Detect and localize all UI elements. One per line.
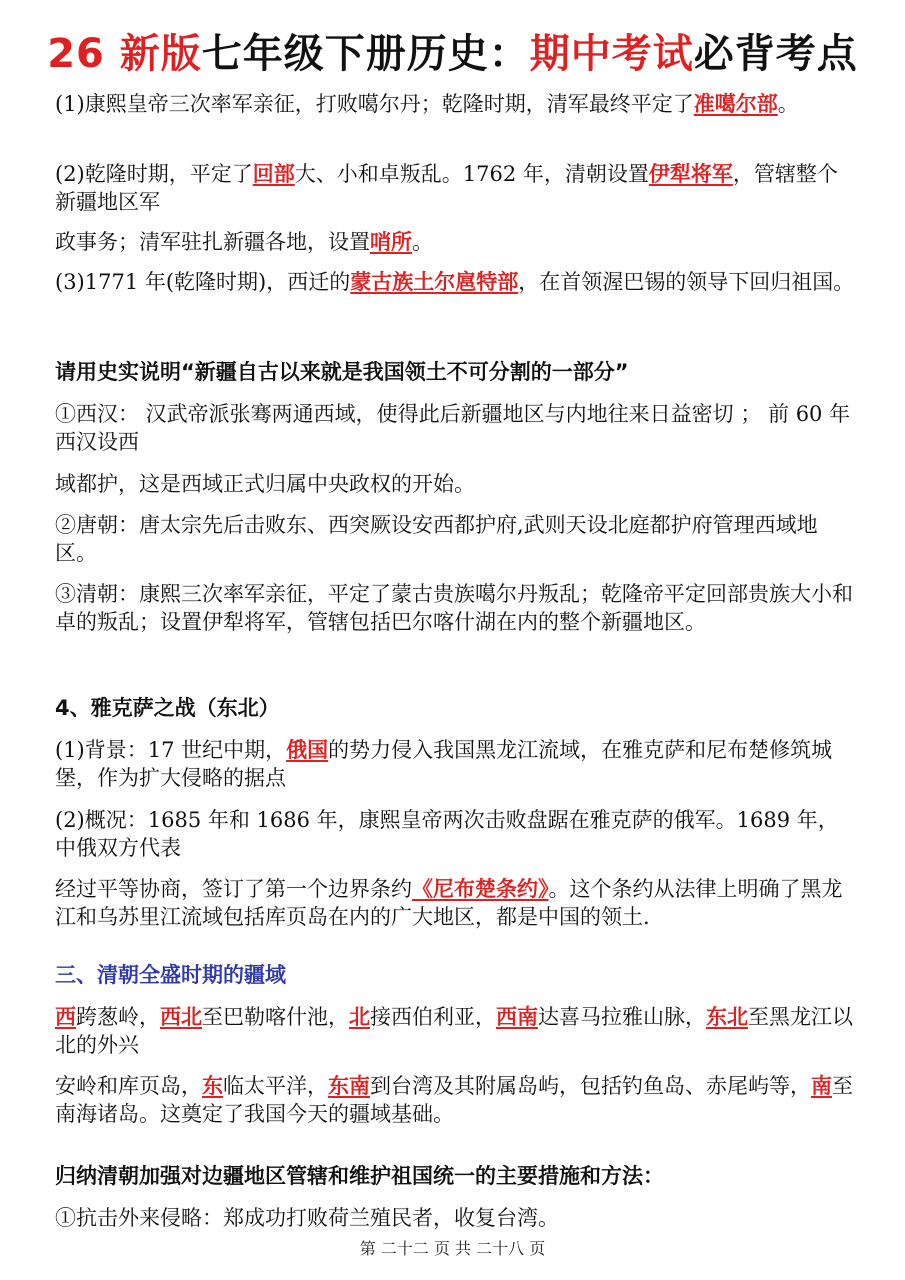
paragraph-tuerhute: (3)1771 年(乾隆时期)，西迁的蒙古族土尔扈特部，在首领渥巴锡的领导下回归祖国。 (55, 270, 855, 294)
highlight-term: 《尼布楚条约》 (412, 877, 549, 901)
paragraph-background: (1)背景：17 世纪中期，俄国的势力侵入我国黑龙江流域，在雅克萨和尼布楚修筑城堡，作为扩大侵略的据点 (55, 738, 833, 790)
paragraph-zhungeer: (1)康熙皇帝三次率军亲征，打败噶尔丹；乾隆时期，清军最终平定了准噶尔部。 (55, 92, 799, 116)
highlight-term: 准噶尔部 (693, 92, 778, 116)
paragraph-shaosuo: 政事务；清军驻扎新疆各地，设置哨所。 (55, 230, 433, 254)
paragraph-overview: (2)概况：1685 年和 1686 年，康熙皇帝两次击败盘踞在雅克萨的俄军。1689 年，中俄双方代表 (55, 808, 839, 860)
paragraph-huibu: (2)乾隆时期，平定了回部大、小和卓叛乱。1762 年，清朝设置伊犁将军，管辖整个新疆地区军 (55, 162, 838, 214)
paragraph-tang: ②唐朝：唐太宗先后击败东、西突厥设安西都护府,武则天设北庭都护府管理西域地区。 (55, 513, 818, 565)
question-heading-xinjiang: 请用史实说明“新疆自古以来就是我国领土不可分割的一部分” (55, 360, 629, 384)
paragraph-taiwan: ①抗击外来侵略：郑成功打败荷兰殖民者，收复台湾。 (55, 1206, 559, 1230)
paragraph-xihan: ①西汉： 汉武帝派张骞两通西域，使得此后新疆地区与内地往来日益密切 ； 前 60 年西汉设西 (55, 402, 851, 454)
title-exam: 期中考试 (529, 31, 694, 77)
paragraph-territory-1: 西跨葱岭，西北至巴勒喀什池，北接西伯利亚，西南达喜马拉雅山脉，东北至黑龙江以北的外兴 (55, 1005, 853, 1057)
section-heading-territory: 三、清朝全盛时期的疆域 (55, 963, 286, 987)
highlight-term: 伊犁将军 (648, 162, 733, 186)
page-footer: 第 二十二 页 共 二十八 页 (359, 1239, 546, 1258)
highlight-term: 回部 (252, 162, 295, 186)
highlight-term: 哨所 (370, 230, 412, 254)
paragraph-duhu: 域都护，这是西域正式归属中央政权的开始。 (55, 472, 475, 496)
title-keypoints: 必背考点 (693, 31, 858, 77)
paragraph-treaty: 经过平等协商，签订了第一个边界条约《尼布楚条约》。这个条约从法律上明确了黑龙江和乌苏里江流域包括库页岛在内的广大地区，都是中国的领土. (55, 877, 843, 929)
question-heading-measures: 归纳清朝加强对边疆地区管辖和维护祖国统一的主要措施和方法： (55, 1164, 664, 1188)
paragraph-territory-2: 安岭和库页岛，东临太平洋，东南到台湾及其附属岛屿，包括钓鱼岛、赤尾屿等，南至南海诸岛。这奠定了我国今天的疆域基础。 (55, 1074, 853, 1126)
page-title (0, 22, 905, 79)
title-subject: 七年级下册历史： (201, 31, 530, 77)
highlight-term: 蒙古族土尔扈特部 (350, 270, 519, 294)
highlight-term: 俄国 (286, 738, 329, 762)
section-heading-yakesa: 4、雅克萨之战（东北） (55, 696, 280, 720)
title-edition: 26 新版 (47, 31, 202, 77)
paragraph-qing: ③清朝：康熙三次率军亲征，平定了蒙古贵族噶尔丹叛乱；乾隆帝平定回部贵族大小和卓的叛乱；设置伊犁将军，管辖包括巴尔喀什湖在内的整个新疆地区。 (55, 582, 853, 634)
